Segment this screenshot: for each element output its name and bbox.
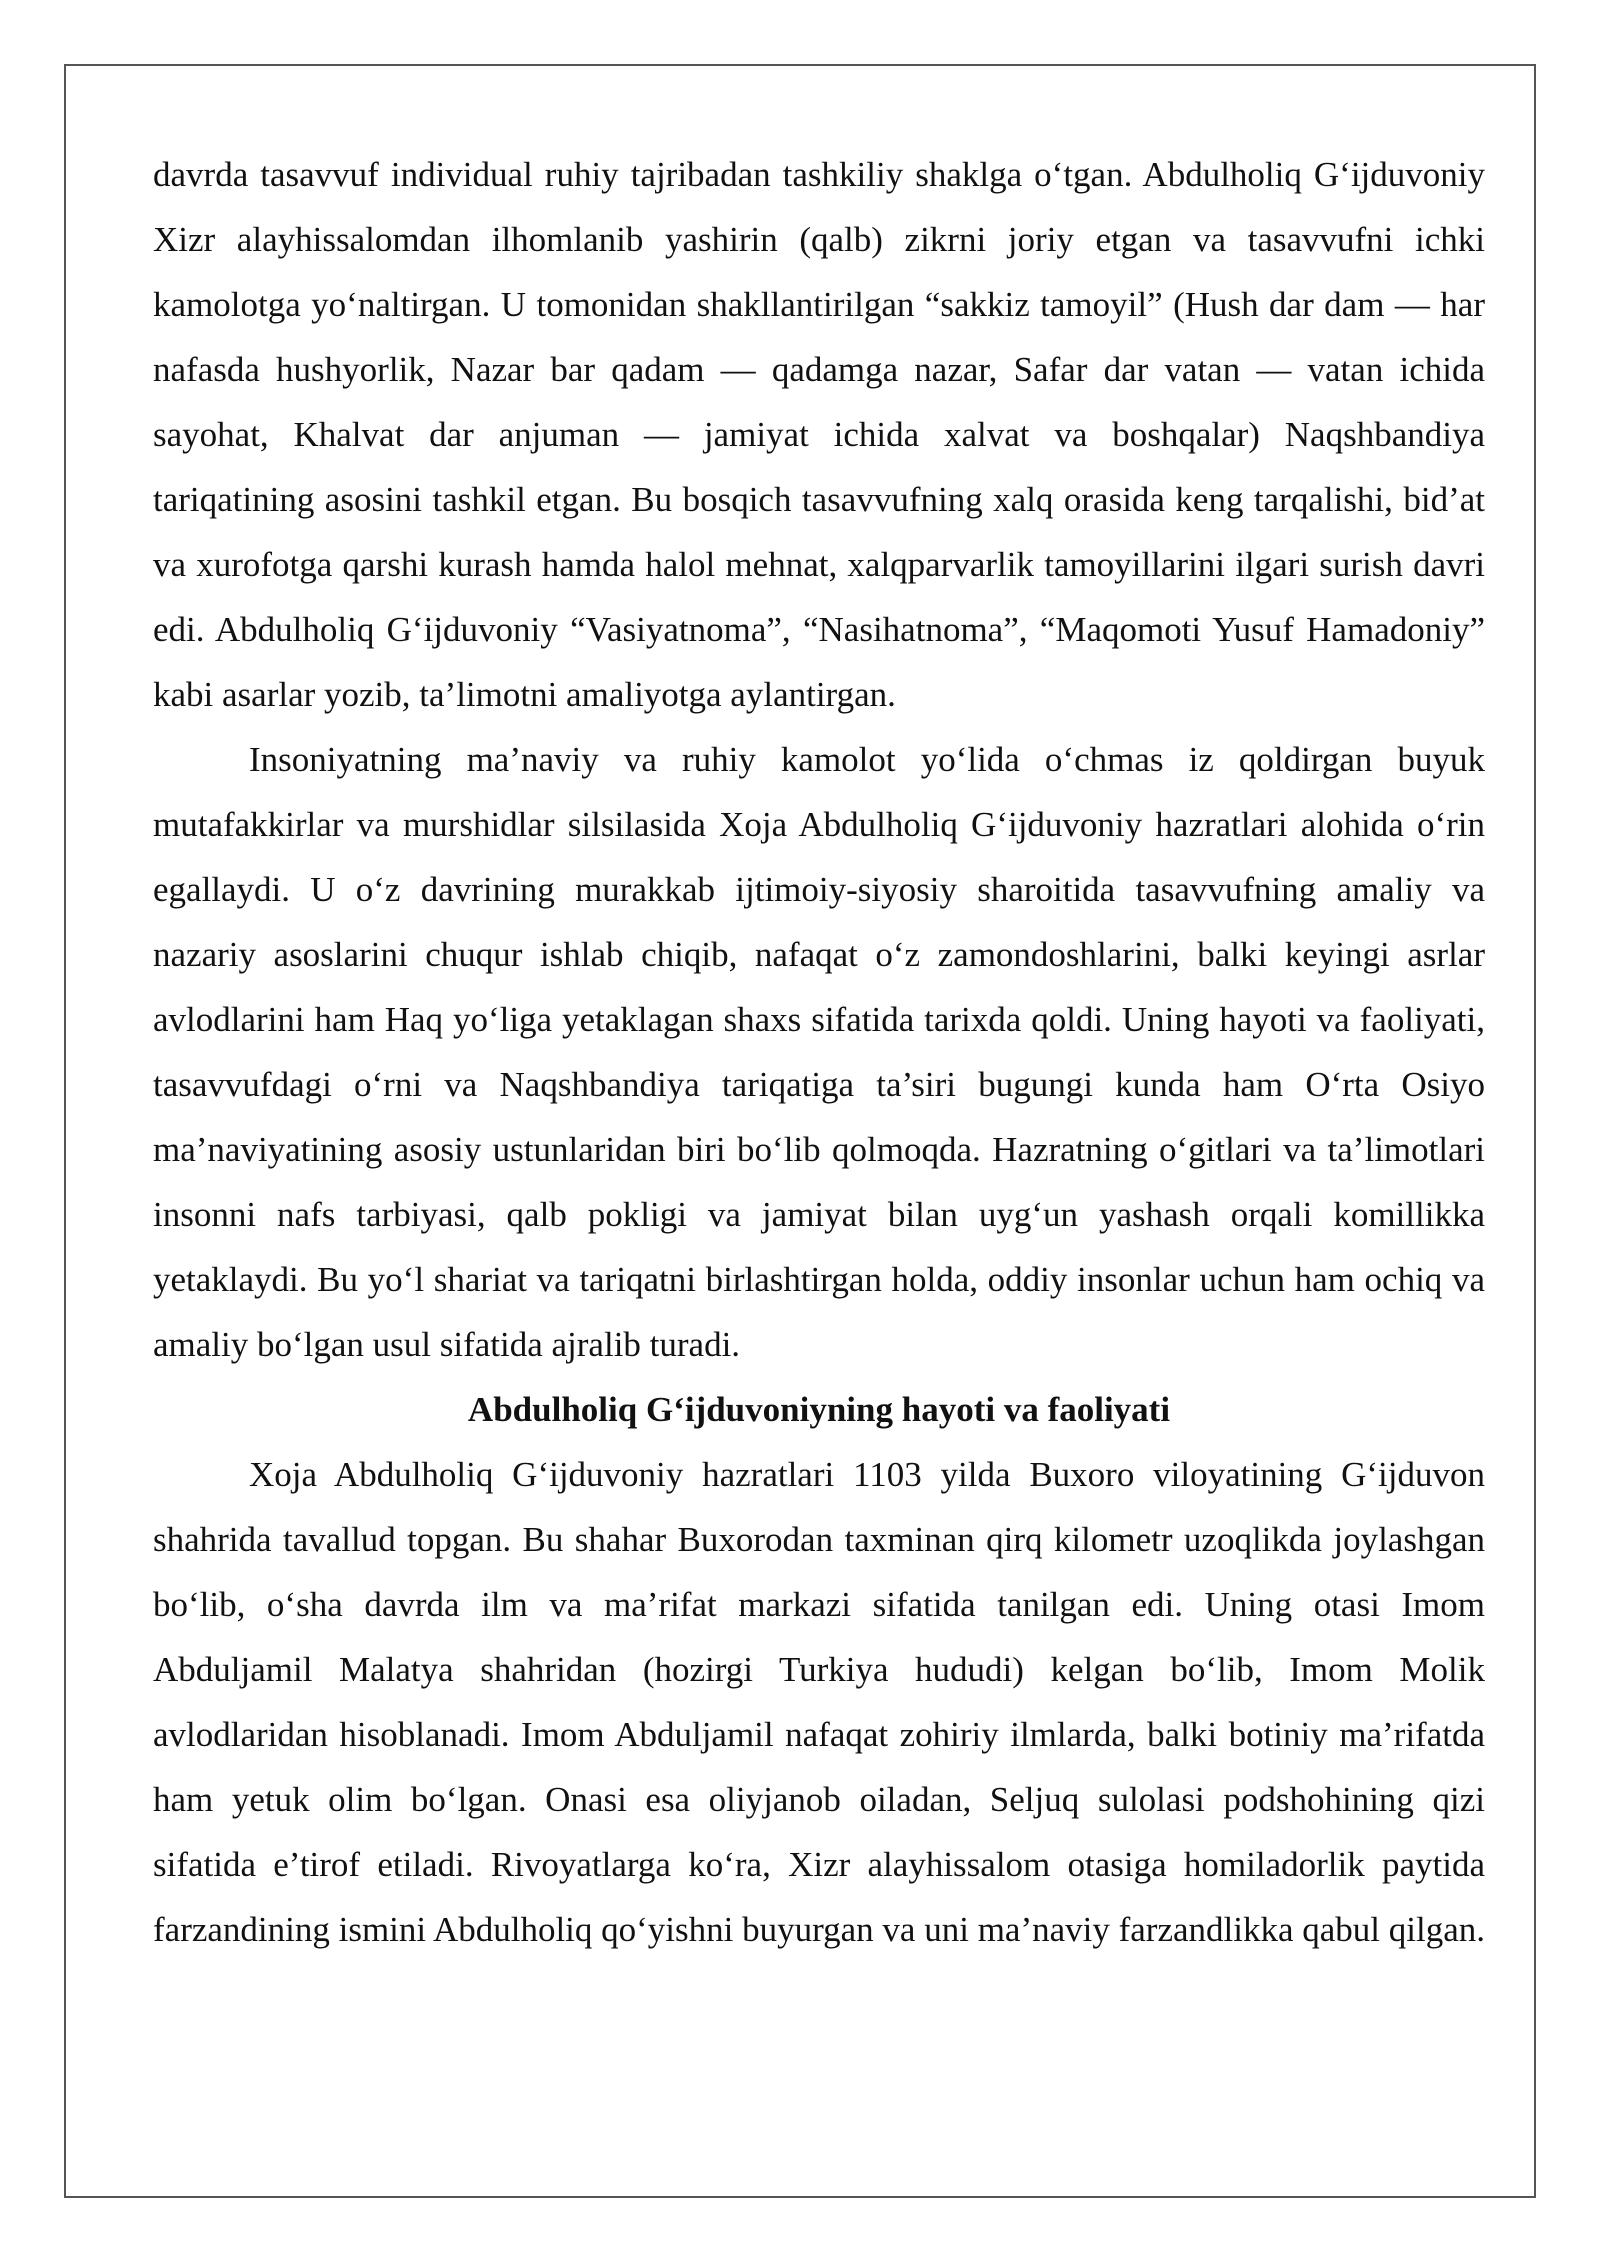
paragraph-biography: Xoja Abdulholiq Gʻijduvoniy hazratlari 1103 yilda Buxoro viloyatining Gʻijduvon shahrida tavallud topgan. Bu shahar Buxorodan taxminan qirq kilometr uzoqlikda joylashgan boʻlib, oʻsha davrda ilm va ma’rifat markazi sifatida tanilgan edi. Uning otasi Imom Abduljamil Malatya shahridan (hozirgi Turkiya hududi) kelgan boʻlib, Imom Molik avlodlaridan hisoblanadi. Imom Abduljamil nafaqat zohiriy ilmlarda, balki botiniy ma’rifatda ham yetuk olim boʻlgan. Onasi esa oliyjanob oiladan, Seljuq sulolasi podshohining qizi sifatida e’tirof etiladi. Rivoyatlarga koʻra, Xizr alayhissalom otasiga homiladorlik paytida farzandining ismini Abdulholiq qoʻyishni buyurgan va uni ma’naviy farzandlikka qabul qilgan. [153, 1455, 1485, 1949]
section-heading: Abdulholiq Gʻijduvoniyning hayoti va faoliyati [467, 1390, 1171, 1429]
paragraph-introduction: Insoniyatning ma’naviy va ruhiy kamolot yoʻlida oʻchmas iz qoldirgan buyuk mutafakkirlar va murshidlar silsilasida Xoja Abdulholiq Gʻijduvoniy hazratlari alohida oʻrin egallaydi. U oʻz davrining murakkab ijtimoiy-siyosiy sharoitida tasavvufning amaliy va nazariy asoslarini chuqur ishlab chiqib, nafaqat oʻz zamondoshlarini, balki keyingi asrlar avlodlarini ham Haq yoʻliga yetaklagan shaxs sifatida tarixda qoldi. Uning hayoti va faoliyati, tasavvufdagi oʻrni va Naqshbandiya tariqatiga ta’siri bugungi kunda ham Oʻrta Osiyo ma’naviyatining asosiy ustunlaridan biri boʻlib qolmoqda. Hazratning oʻgitlari va ta’limotlari insonni nafs tarbiyasi, qalb pokligi va jamiyat bilan uygʻun yashash orqali komillikka yetaklaydi. Bu yoʻl shariat va tariqatni birlashtirgan holda, oddiy insonlar uchun ham ochiq va amaliy boʻlgan usul sifatida ajralib turadi. [153, 740, 1485, 1364]
paragraph-continuation: davrda tasavvuf individual ruhiy tajribadan tashkiliy shaklga oʻtgan. Abdulholiq Gʻijduvoniy Xizr alayhissalomdan ilhomlanib yashirin (qalb) zikrni joriy etgan va tasavvufni ichki kamolotga yoʻnaltirgan. U tomonidan shakllantirilgan “sakkiz tamoyil” (Hush dar dam — har nafasda hushyorlik, Nazar bar qadam — qadamga nazar, Safar dar vatan — vatan ichida sayohat, Khalvat dar anjuman — jamiyat ichida xalvat va boshqalar) Naqshbandiya tariqatining asosini tashkil etgan. Bu bosqich tasavvufning xalq orasida keng tarqalishi, bid’at va xurofotga qarshi kurash hamda halol mehnat, xalqparvarlik tamoyillarini ilgari surish davri edi. Abdulholiq Gʻijduvoniy “Vasiyatnoma”, “Nasihatnoma”, “Maqomoti Yusuf Hamadoniy” kabi asarlar yozib, ta’limotni amaliyotga aylantirgan. [153, 155, 1485, 714]
document-body [153, 142, 1485, 1962]
